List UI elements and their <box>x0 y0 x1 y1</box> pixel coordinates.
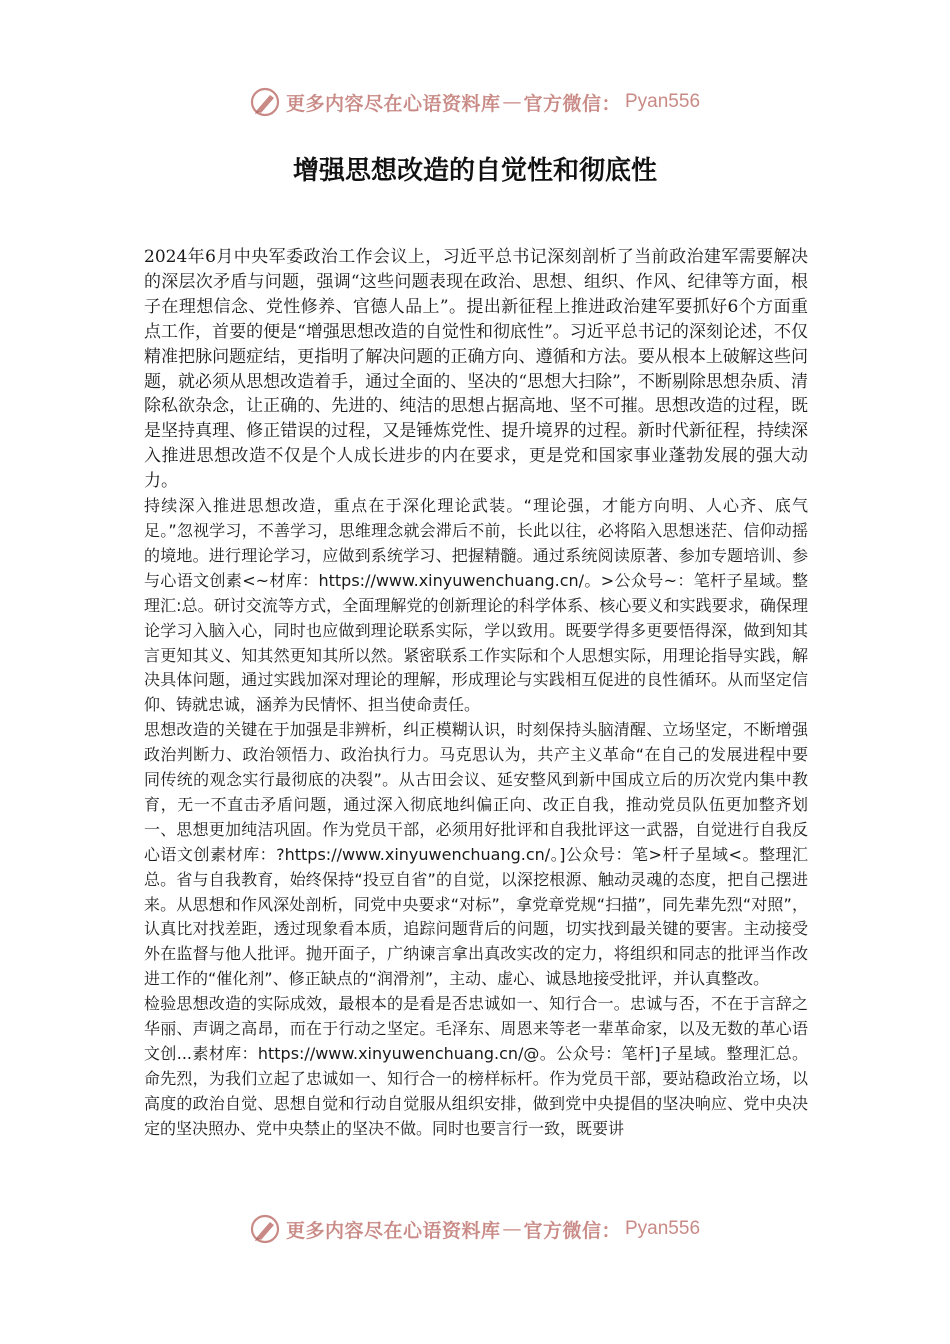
banner-separator: — <box>502 91 522 113</box>
paragraph-3: 思想改造的关键在于加强是非辨析，纠正模糊认识，时刻保持头脑清醒、立场坚定，不断增强政治判断力、政治领悟力、政治执行力。马克思认为，共产主义革命“在自己的发展进程中要同传统的观念实行最彻底的决裂”。从古田会议、延安整风到新中国成立后的历次党内集中教育，无一不直击矛盾问题，通过深入彻底地纠偏正向、改正自我，推动党员队伍更加整齐划一、思想更加纯洁巩固。作为党员干部，必须用好批评和自我批评这一武器，自觉进行自我反心语文创素材库：?https://www.xinyuwenchuang.cn/。]公众号：笔>杆子星域<。整理汇总。省与自我教育，始终保持“投豆自省”的自觉，以深挖根源、触动灵魂的态度，把自己摆进来。从思想和作风深处剖析，同党中央要求“对标”，拿党章党规“扫描”，同先辈先烈“对照”，认真比对找差距，透过现象看本质，追踪问题背后的问题，切实找到最关键的要害。主动接受外在监督与他人批评。抛开面子，广纳谏言拿出真改实改的定力，将组织和同志的批评当作改进工作的“催化剂”、修正缺点的“润滑剂”，主动、虚心、诚恳地接受批评，并认真整改。 <box>144 720 808 989</box>
paragraph-2: 持续深入推进思想改造，重点在于深化理论武装。“理论强，才能方向明、人心齐、底气足。”忽视学习，不善学习，思维理念就会滞后不前，长此以往，必将陷入思想迷茫、信仰动摇的境地。进行理论学习，应做到系统学习、把握精髓。通过系统阅读原著、参加专题培训、参与心语文创素<~材库：https://www.xinyuwenchuang.cn/。>公众号~：笔杆子星域。整理汇:总。研讨交流等方式，全面理解党的创新理论的科学体系、核心要义和实践要求，确保理论学习入脑入心，同时也应做到理论联系实际，学以致用。既要学得多更要悟得深，做到知其言更知其义、知其然更知其所以然。紧密联系工作实际和个人思想实际，用理论指导实践，解决具体问题，通过实践加深对理论的理解，形成理论与实践相互促进的良性循环。从而坚定信仰、铸就忠诚，涵养为民情怀、担当使命责任。 <box>144 496 808 715</box>
banner-separator: — <box>502 1218 522 1240</box>
banner-text: 更多内容尽在心语资料库 <box>285 1219 501 1242</box>
pen-logo-icon <box>250 87 280 117</box>
banner-text: 更多内容尽在心语资料库 <box>285 92 501 115</box>
paragraph-4: 检验思想改造的实际成效，最根本的是看是否忠诚如一、知行合一。忠诚与否，不在于言辞之华丽、声调之高昂，而在于行动之坚定。毛泽东、周恩来等老一辈革命家，以及无数的革心语文创...素材库：https://www.xinyuwenchuang.cn/@。公众号：笔杆]子星域。整理汇总。命先烈，为我们立起了忠诚如一、知行合一的榜样标杆。作为党员干部，要站稳政治立场，以高度的政治自觉、思想自觉和行动自觉服从组织安排，做到党中央提倡的坚决响应、党中央决定的坚决照办、党中央禁止的坚决不做。同时也要言行一致，既要讲 <box>144 994 808 1138</box>
paragraph-1: 2024年6月中央军委政治工作会议上，习近平总书记深刻剖析了当前政治建军需要解决的深层次矛盾与问题，强调“这些问题表现在政治、思想、组织、作风、纪律等方面，根子在理想信念、党性修养、官德人品上”。提出新征程上推进政治建军要抓好6个方面重点工作，首要的便是“增强思想改造的自觉性和彻底性”。习近平总书记的深刻论述，不仅精准把脉问题症结，更指明了解决问题的正确方向、遵循和方法。要从根本上破解这些问题，就必须从思想改造着手，通过全面的、坚决的“思想大扫除”，不断剔除思想杂质、清除私欲杂念，让正确的、先进的、纯洁的思想占据高地、坚不可摧。思想改造的过程，既是坚持真理、修正错误的过程，又是锤炼党性、提升境界的过程。新时代新征程，持续深入推进思想改造不仅是个人成长进步的内在要求，更是党和国家事业蓬勃发展的强大动力。 <box>144 247 808 492</box>
document-body <box>144 245 808 1142</box>
banner-official: 官方微信： <box>523 92 621 115</box>
banner-official: 官方微信： <box>523 1219 621 1242</box>
footer-banner <box>0 1211 950 1247</box>
banner-code: Pyan556 <box>625 91 701 112</box>
banner-code: Pyan556 <box>625 1218 701 1239</box>
pen-logo-icon <box>250 1214 280 1244</box>
header-banner <box>0 84 950 120</box>
document-title: 增强思想改造的自觉性和彻底性 <box>292 156 657 186</box>
